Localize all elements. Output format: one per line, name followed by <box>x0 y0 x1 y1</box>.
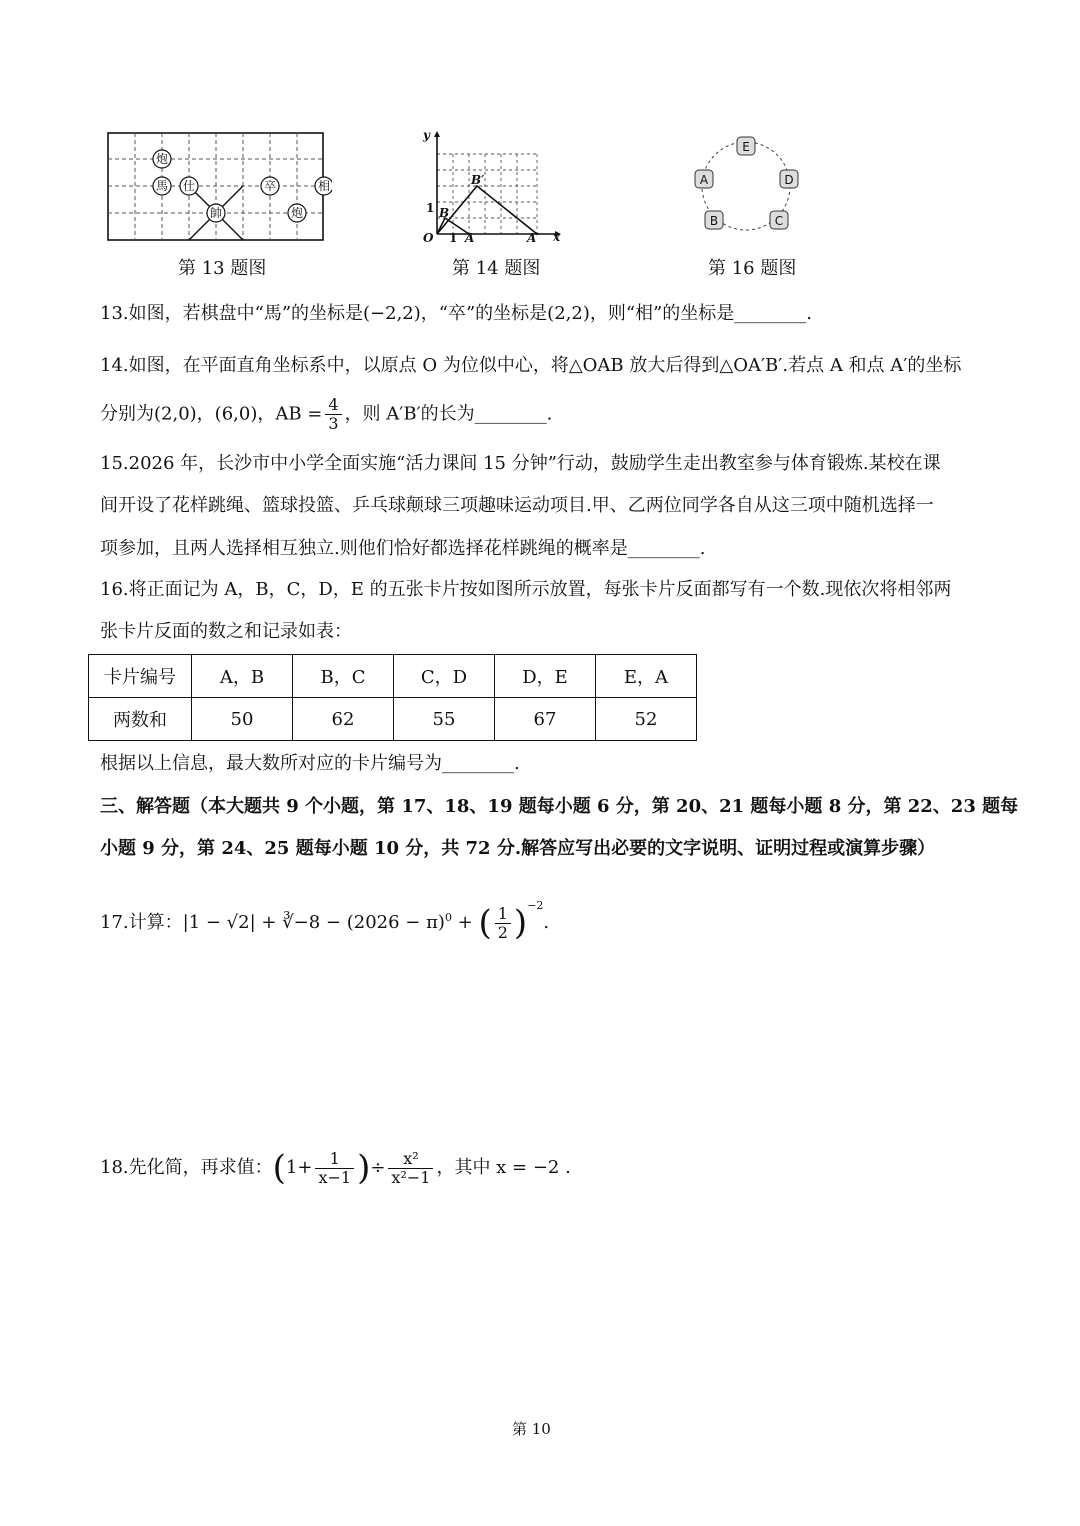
point-b-label: B <box>439 206 450 220</box>
question-13: 13.如图，若棋盘中“馬”的坐标是(−2,2)，“卒”的坐标是(2,2)，则“相”的坐标是________. <box>100 303 812 324</box>
piece-shi: 仕 <box>182 179 196 193</box>
point-a-prime-label: A′ <box>527 231 540 243</box>
q18-one-plus: 1+ <box>285 1157 313 1178</box>
q17-prefix: 17.计算： <box>100 912 183 933</box>
table-row <box>89 698 697 741</box>
piece-shuai: 帥 <box>209 206 223 220</box>
fig16-cards-figure <box>685 128 805 243</box>
fig14-coordinate-figure <box>415 125 565 243</box>
card-c: C <box>774 214 784 228</box>
q17-end: . <box>543 912 550 933</box>
question-15-line-1: 15.2026 年，长沙市中小学全面实施“活力课间 15 分钟”行动，鼓励学生走出教室参与体育锻炼.某校在课 <box>100 453 941 474</box>
fig14-caption: 第 14 题图 <box>452 258 541 279</box>
origin-label: O <box>423 231 434 243</box>
table-cell: 52 <box>596 698 697 741</box>
question-15-line-3: 项参加，且两人选择相互独立.则他们恰好都选择花样跳绳的概率是________. <box>100 538 706 559</box>
piece-pao-top: 炮 <box>155 152 169 166</box>
question-14-line-2 <box>100 396 552 433</box>
fig13-chessboard <box>100 125 332 250</box>
q14-text-a: 分别为(2,0)，(6,0)，AB = <box>100 403 323 425</box>
tick-label-x-1: 1 <box>449 231 458 243</box>
point-b-prime-label: B′ <box>471 173 485 187</box>
q17-exponent: −2 <box>527 899 544 912</box>
table-header-card-ids: 卡片编号 <box>89 655 192 698</box>
piece-ma: 馬 <box>155 179 169 193</box>
question-14-line-1: 14.如图，在平面直角坐标系中，以原点 O 为位似中心，将△OAB 放大后得到△OA′B′.若点 A 和点 A′的坐标 <box>100 355 962 376</box>
piece-pao-bottom: 炮 <box>290 206 304 220</box>
y-axis-label: y <box>423 128 430 142</box>
fig16-caption: 第 16 题图 <box>708 258 797 279</box>
card-b: B <box>709 214 719 228</box>
q17-fraction: $\frac{1}{2}$ <box>495 905 511 942</box>
card-e: E <box>742 140 750 154</box>
card-sum-table <box>88 654 697 741</box>
q17-expression: |1 − √2| + ∛−8 − (2026 − π) <box>182 912 445 933</box>
section-3-heading-line-1: 三、解答题（本大题共 9 个小题，第 17、18、19 题每小题 6 分，第 20、21 题每小题 8 分，第 22、23 题每 <box>100 796 1019 817</box>
q17-exponent-zero: 0 <box>444 911 452 924</box>
question-15-line-2: 间开设了花样跳绳、篮球投篮、乒乓球颠球三项趣味运动项目.甲、乙两位同学各自从这三项中随机选择一 <box>100 495 934 516</box>
q14-fraction: $\frac{4}{3}$ <box>325 396 341 433</box>
table-cell: A，B <box>192 655 293 698</box>
q18-fraction-2: $\frac{\text{x²}}{\text{x²−1}}$ <box>388 1150 433 1187</box>
table-cell: B，C <box>293 655 394 698</box>
q18-prefix: 18.先化简，再求值： <box>100 1157 273 1178</box>
card-d: D <box>784 173 794 187</box>
page-number: 第 10 <box>512 1420 551 1438</box>
question-16-line-1: 16.将正面记为 A，B，C，D，E 的五张卡片按如图所示放置，每张卡片反面都写有一个数.现依次将相邻两 <box>100 579 952 600</box>
table-cell: 55 <box>394 698 495 741</box>
q17-plus: + <box>451 912 479 933</box>
piece-xiang: 相 <box>317 179 331 193</box>
question-16-after: 根据以上信息，最大数所对应的卡片编号为________. <box>100 753 520 774</box>
table-cell: E，A <box>596 655 697 698</box>
q18-suffix: ，其中 x = −2 . <box>436 1157 571 1178</box>
tick-label-y-1: 1 <box>426 201 435 215</box>
table-row <box>89 655 697 698</box>
table-header-sums: 两数和 <box>89 698 192 741</box>
piece-zu: 卒 <box>263 179 277 193</box>
table-cell: C，D <box>394 655 495 698</box>
card-a: A <box>699 173 709 187</box>
table-cell: D，E <box>495 655 596 698</box>
question-18: 18.先化简，再求值：(1+ $\frac{1}{x-1}$ )÷ $\frac{\text{x²}}{\text{x²−1}}$ ，其中 x = −2 . <box>100 1148 571 1188</box>
x-axis-label: x <box>553 230 561 243</box>
q14-text-b: ，则 A′B′的长为________. <box>344 403 553 425</box>
question-16-line-2: 张卡片反面的数之和记录如表： <box>100 621 352 642</box>
fig13-caption: 第 13 题图 <box>178 258 267 279</box>
question-17: 17.计算：|1 − √2| + ∛−8 − $(2026 - \pi)^0$ + ( $\frac{1}{2}$ )$^{-2}$. <box>100 899 550 943</box>
point-a-label: A <box>465 231 475 243</box>
q18-fraction-1: $\frac{1}{x-1}$ <box>315 1150 354 1187</box>
section-3-heading-line-2: 小题 9 分，第 24、25 题每小题 10 分，共 72 分.解答应写出必要的文字说明、证明过程或演算步骤） <box>100 838 936 859</box>
table-cell: 67 <box>495 698 596 741</box>
q18-divide: ÷ <box>370 1157 386 1178</box>
table-cell: 62 <box>293 698 394 741</box>
table-cell: 50 <box>192 698 293 741</box>
